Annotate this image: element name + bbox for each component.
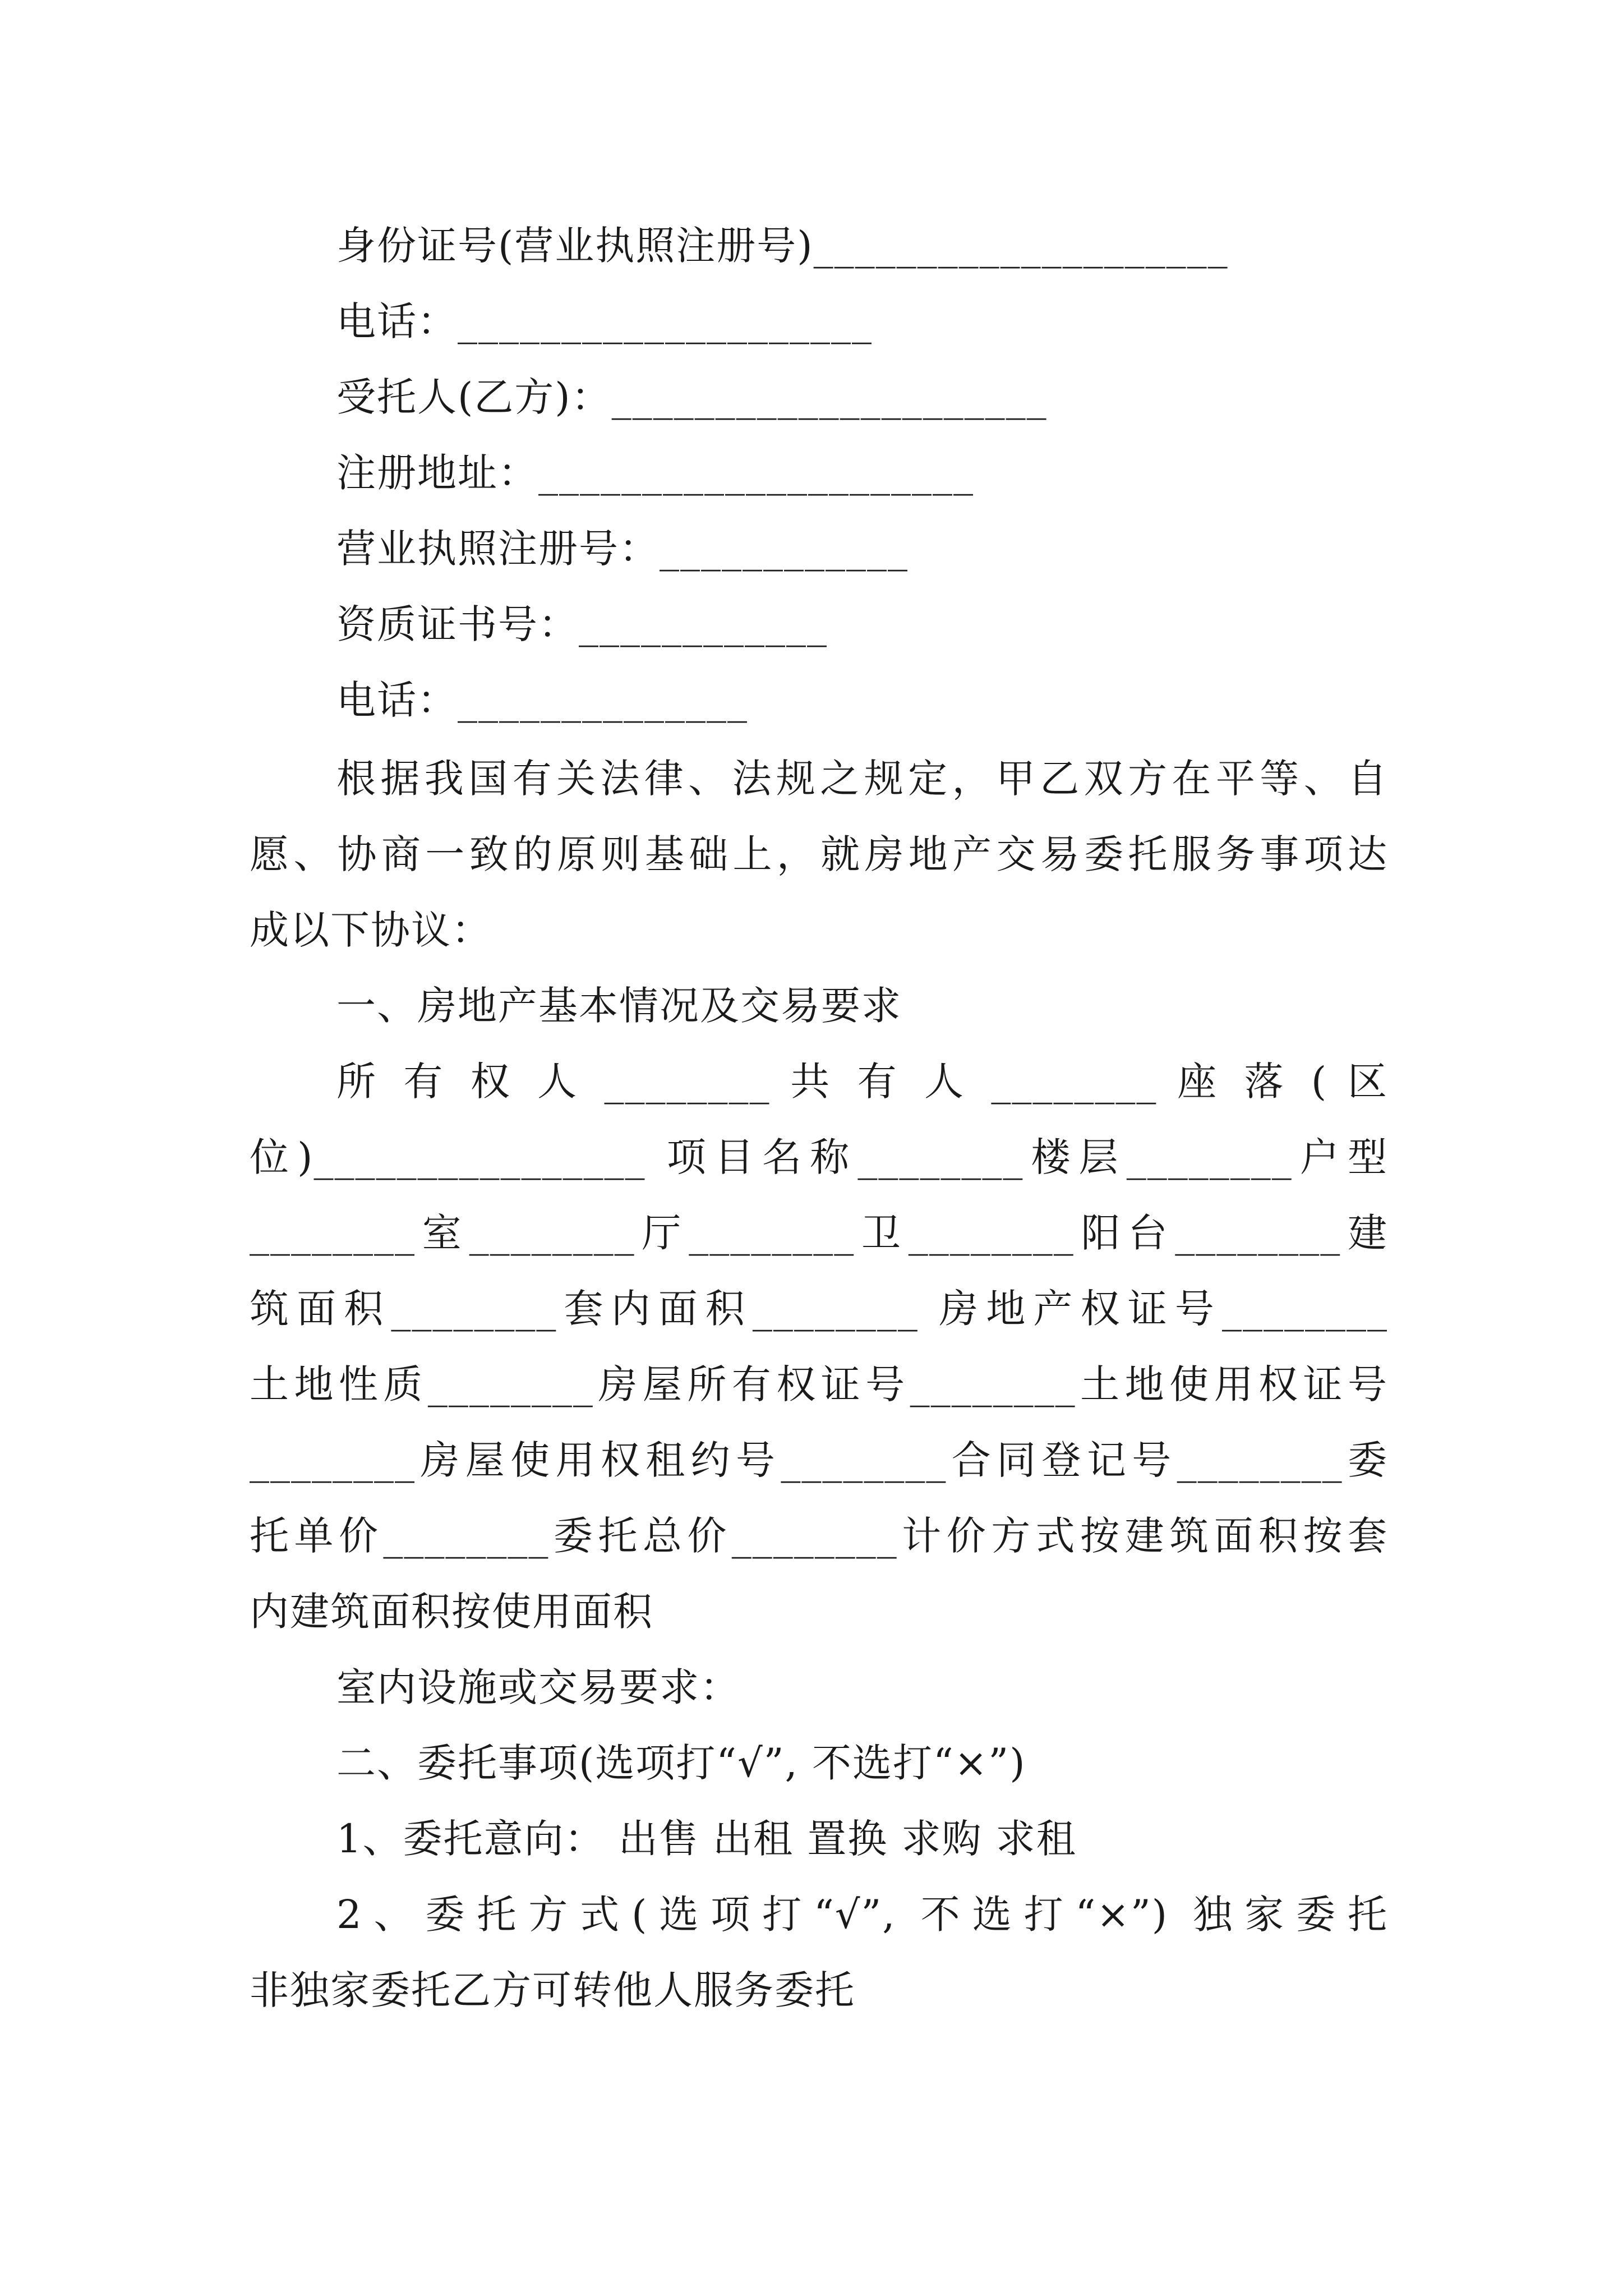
- commission-method-line-1: 2、委托方式(选项打“√”, 不选打“×”) 独家委托: [336, 1892, 1388, 1938]
- property-info-line-6: ________房屋使用权租约号________合同登记号________委: [250, 1437, 1388, 1483]
- intro-paragraph-line-1: 根据我国有关法律、法规之规定，甲乙双方在平等、自: [336, 756, 1388, 802]
- property-info-line-7: 托单价________委托总价________计价方式按建筑面积按套: [250, 1513, 1388, 1559]
- trustee-line: 受托人(乙方)：_____________________: [336, 374, 1048, 420]
- property-info-line-1: 所 有 权 人 ________ 共 有 人 ________ 座 落 ( 区: [336, 1059, 1388, 1105]
- property-info-line-8: 内建筑面积按使用面积: [250, 1589, 653, 1635]
- property-info-line-4: 筑面积________套内面积________ 房地产权证号________: [250, 1286, 1388, 1332]
- property-info-line-3: ________室________厅________卫________阳台________建: [250, 1210, 1388, 1256]
- section-1-heading: 一、房地产基本情况及交易要求: [336, 983, 902, 1029]
- commission-intent-line: 1、委托意向： 出售 出租 置换 求购 求租: [336, 1816, 1077, 1862]
- id-number-line: 身份证号(营业执照注册号)____________________: [336, 223, 1229, 269]
- qualification-cert-line: 资质证书号：____________: [336, 601, 828, 647]
- phone-line-a: 电话：____________________: [336, 298, 873, 344]
- intro-paragraph-line-2: 愿、协商一致的原则基础上，就房地产交易委托服务事项达: [250, 831, 1388, 877]
- property-info-line-5: 土地性质________房屋所有权证号________土地使用权证号: [250, 1361, 1388, 1407]
- property-info-line-2: 位)________________ 项目名称________楼层________户型: [250, 1134, 1388, 1180]
- commission-method-line-2: 非独家委托乙方可转他人服务委托: [250, 1967, 855, 2013]
- indoor-facilities-line: 室内设施或交易要求：: [336, 1664, 740, 1710]
- intro-paragraph-line-3: 成以下协议：: [250, 907, 492, 953]
- phone-line-b: 电话：______________: [336, 677, 748, 723]
- registered-address-line: 注册地址：_____________________: [336, 450, 974, 496]
- business-license-line: 营业执照注册号：____________: [336, 526, 909, 572]
- section-2-heading: 二、委托事项(选项打“√”, 不选打“×”): [336, 1740, 1026, 1786]
